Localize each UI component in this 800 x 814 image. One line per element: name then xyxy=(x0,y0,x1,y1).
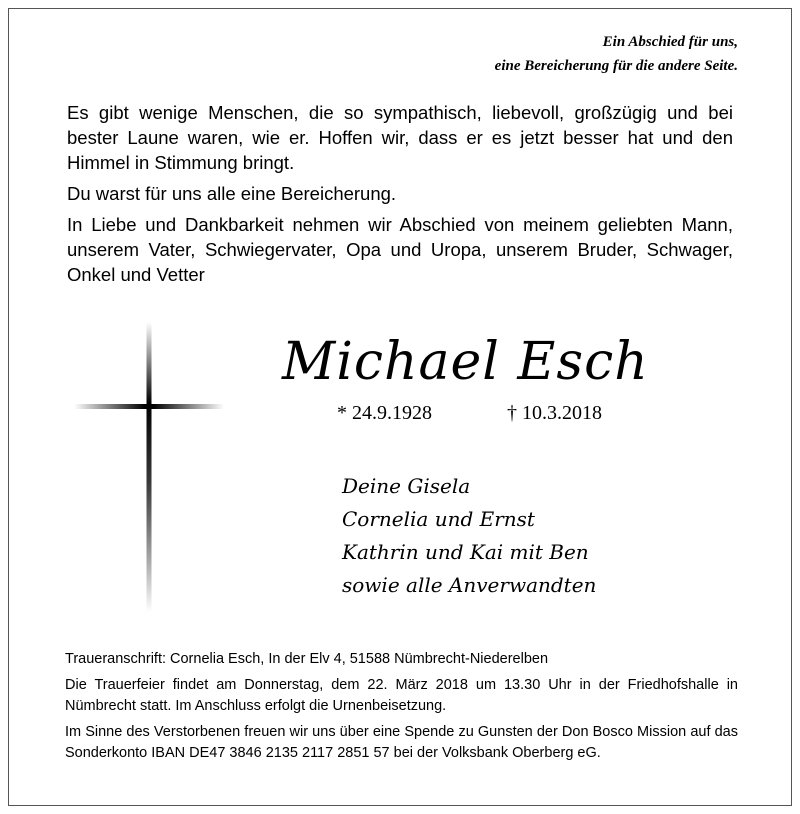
footer-text xyxy=(65,649,738,769)
intro-text xyxy=(67,100,733,293)
intro-paragraph-1: Es gibt wenige Menschen, die so sympathisch, liebevoll, großzügig und bei bester Laune waren, wie er. Hoffen wir, dass er es jetzt besser hat und den Himmel in Stimmung bringt. xyxy=(67,102,733,173)
mourner-line: Deine Gisela xyxy=(342,474,471,498)
motto xyxy=(495,30,738,78)
ceremony-info: Die Trauerfeier findet am Donnerstag, dem 22. März 2018 um 13.30 Uhr in der Friedhofshalle in Nümbrecht statt. Im Anschluss erfolgt die Urnenbeisetzung. xyxy=(65,677,738,714)
cross-vertical-beam xyxy=(147,322,152,612)
mourners-list xyxy=(342,470,596,602)
mourner-line: Kathrin und Kai mit Ben xyxy=(342,540,589,564)
mourner-line: Cornelia und Ernst xyxy=(342,507,535,531)
cross-horizontal-beam xyxy=(74,404,224,409)
deceased-name: Michael Esch xyxy=(282,332,649,392)
birth-date: * 24.9.1928 xyxy=(337,402,432,424)
cross-icon xyxy=(74,322,234,612)
mourning-address: Traueranschrift: Cornelia Esch, In der Elv 4, 51588 Nümbrecht-Niederelben xyxy=(65,651,549,667)
intro-paragraph-2: Du warst für uns alle eine Bereicherung. xyxy=(67,183,397,204)
intro-paragraph-3: In Liebe und Dankbarkeit nehmen wir Abschied von meinem geliebten Mann, unserem Vater, Schwiegervater, Opa und Uropa, unserem Bruder, Schwager, Onkel und Vetter xyxy=(67,214,733,285)
motto-line-2: eine Bereicherung für die andere Seite. xyxy=(494,58,738,74)
mourner-line: sowie alle Anverwandten xyxy=(342,573,597,597)
motto-line-1: Ein Abschied für uns, xyxy=(602,34,738,50)
death-date: † 10.3.2018 xyxy=(507,402,602,424)
donation-info: Im Sinne des Verstorbenen freuen wir uns über eine Spende zu Gunsten der Don Bosco Mission auf das Sonderkonto IBAN DE47 3846 2135 2117 2851 57 bei der Volksbank Oberberg eG. xyxy=(65,724,738,761)
